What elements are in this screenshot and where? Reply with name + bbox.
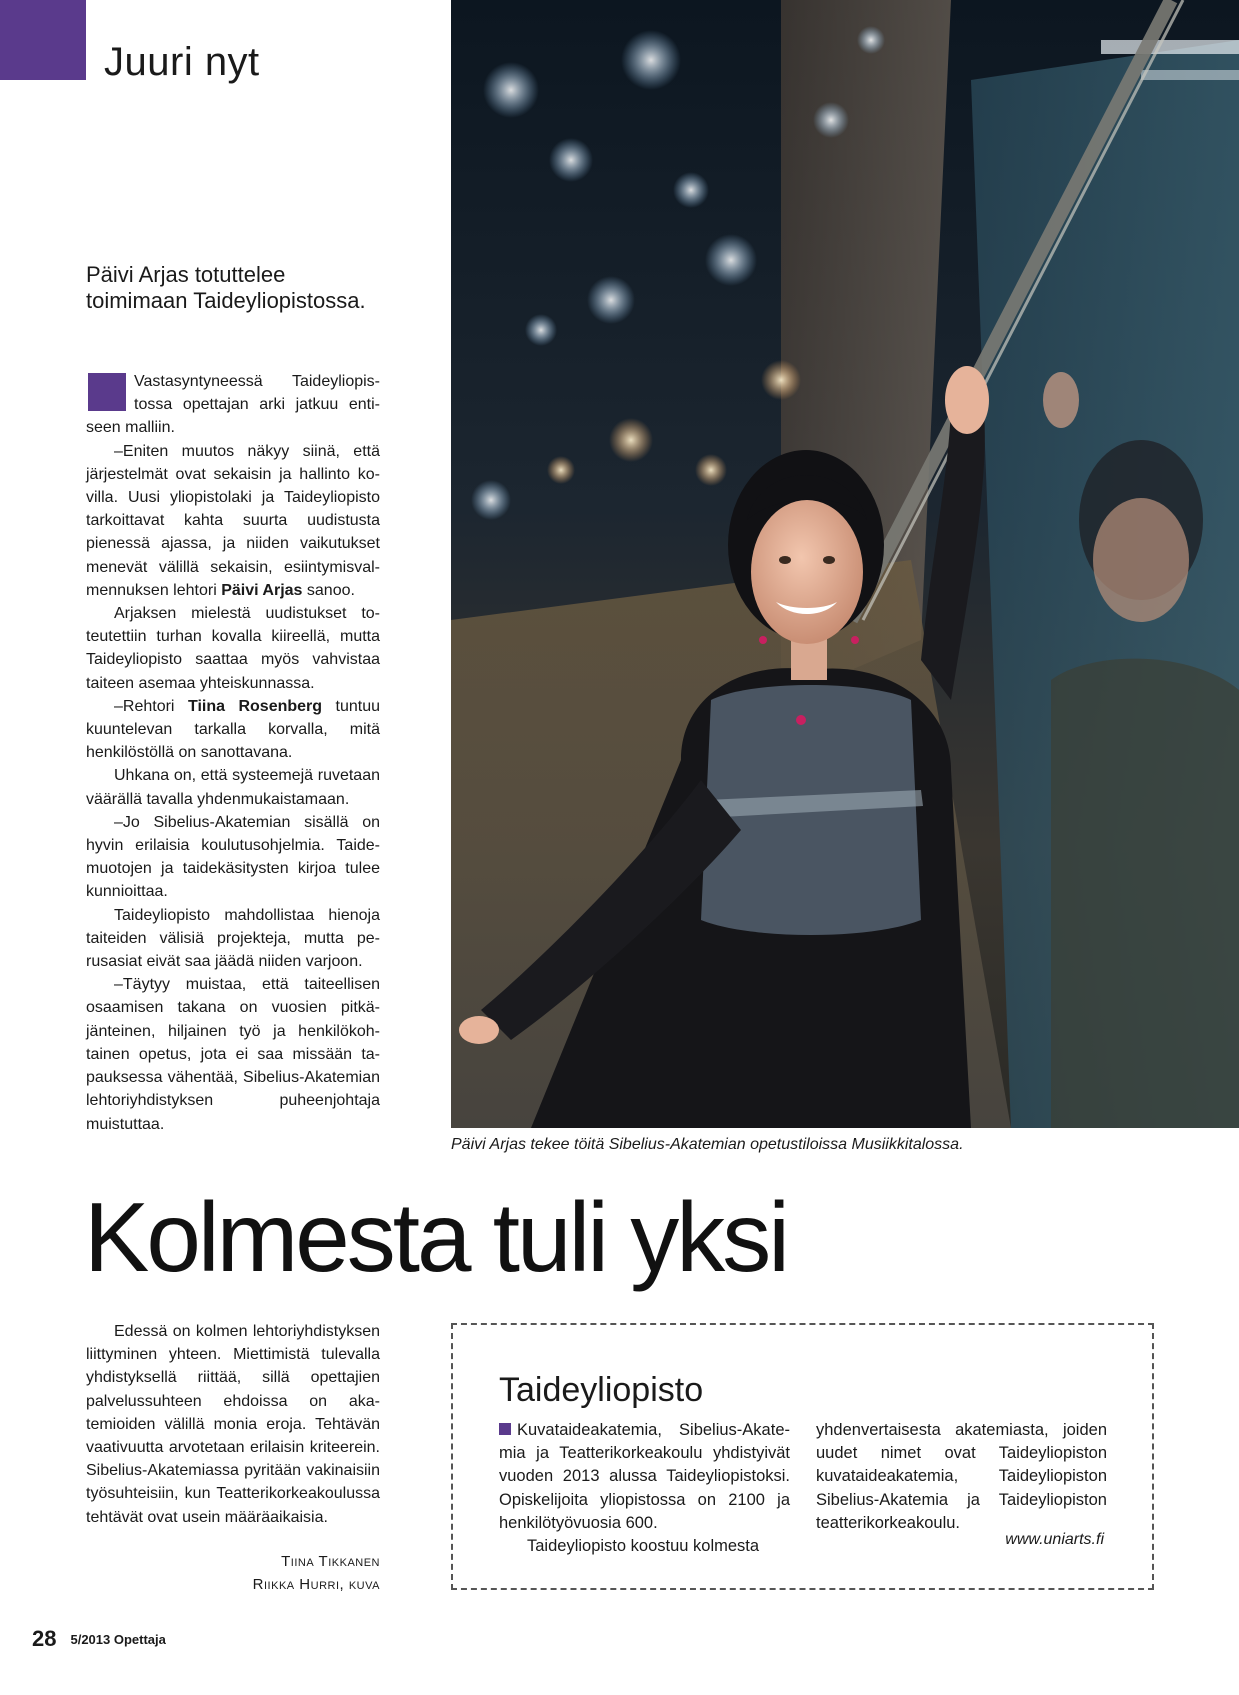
website-link[interactable]: www.uniarts.fi <box>1005 1531 1104 1548</box>
article-paragraph: –Täytyy muistaa, että taiteellisen osaamisen takana on vuosien pitkäjänteinen, hiljainen työ ja henkilökohtainen opetus, jota ei saa missään tapauksessa vähentää, Sibelius-Akatemian lehtoriyhdistyksen puheenjohtaja muistuttaa. <box>86 976 380 1133</box>
info-box-column-1 <box>499 1419 790 1558</box>
photo-caption: Päivi Arjas tekee töitä Sibelius-Akatemian opetustiloissa Musiikkitalossa. <box>451 1136 964 1153</box>
article-paragraph: Taideyliopisto mahdollistaa hienoja taiteiden välisiä projekteja, mutta perusasiat eivät saa jäädä niiden varjoon. <box>86 906 380 971</box>
page-footer <box>32 1626 166 1652</box>
issue-label: 5/2013 Opettaja <box>70 1632 166 1647</box>
article-paragraph: –Jo Sibelius-Akatemian sisällä on hyvin erilaisia koulutusohjelmia. Taidemuotojen ja taidekäsitysten kirjoa tulee kunnioittaa. <box>86 813 380 901</box>
info-box <box>451 1323 1154 1590</box>
article-paragraph: Edessä on kolmen lehtoriyhdistyksen liittyminen yhteen. Miettimistä tulevalla yhdistyksellä riittää, sillä opettajien palvelussuhteen ehdoissa on akatemioiden välillä monia eroja. Tehtävän vaativuutta arvotetaan erilaisin kriteerein. Sibelius-Akatemiassa pyritään vakinaisiin työsuhteisiin, kun Teatterikorkeakoulussa tehtävät ovat usein määräaikaisia. <box>86 1323 380 1526</box>
bullet-square-icon <box>499 1423 511 1435</box>
person-name: Tiina Rosenberg <box>187 697 323 715</box>
article-paragraph: Vastasyntyneessä Taideyliopistossa opettajan arki jatkuu entiseen malliin. <box>86 373 380 437</box>
person-name: Päivi Arjas <box>221 581 303 599</box>
article-paragraph: –Eniten muutos näkyy siinä, että järjestelmät ovat sekaisin ja hallinto kovilla. Uusi yliopistolaki ja Taideyliopisto tarkoittavat kahta suurta uudistusta pienessä ajassa, ja niiden vaikutukset menevät välillä sekaisin, esiintymisvalmennuksen lehtori Päivi Arjas sanoo. <box>86 442 380 599</box>
info-paragraph: yhdenvertaisesta akatemiasta, joiden uudet nimet ovat Taideyliopiston kuvataideakatemia, Taideyliopiston Sibelius-Akatemia ja Taideyliopiston teatterikorkeakoulu. <box>816 1421 1107 1532</box>
info-box-title: Taideyliopisto <box>499 1371 704 1409</box>
page-number: 28 <box>32 1626 57 1651</box>
article-paragraph: Uhkana on, että systeemejä ruvetaan väärällä tavalla yhdenmukaistamaan. <box>86 767 380 808</box>
photo-credit: Riikka Hurri, kuva <box>252 1576 380 1593</box>
section-color-block <box>0 0 86 80</box>
paragraph-start-marker <box>88 373 126 411</box>
info-paragraph: Taideyliopisto koostuu kolmesta <box>527 1537 760 1556</box>
article-body-bottom <box>86 1320 380 1529</box>
article-body <box>86 370 380 1136</box>
info-paragraph: Kuvataideakatemia, Sibelius-Akatemia ja Teatterikorkeakoulu yhdistyivät vuoden 2013 alussa Taideyliopistoksi. Opiskelijoita yliopistossa on 2100 ja henkilötyövuosia 600. <box>499 1421 790 1532</box>
lead-paragraph: Päivi Arjas totuttelee toimimaan Taideyliopistossa. <box>86 262 366 313</box>
headline: Kolmesta tuli yksi <box>84 1182 788 1292</box>
photo-illustration <box>451 0 1239 1128</box>
portrait-photo <box>451 0 1239 1128</box>
author-byline: Tiina Tikkanen <box>281 1553 380 1570</box>
info-box-column-2 <box>816 1419 1107 1535</box>
article-paragraph: –Rehtori Tiina Rosenberg tuntuu kuuntelevan tarkalla korvalla, mitä henkilöstöllä on sanottavana. <box>86 697 380 762</box>
article-paragraph: Arjaksen mielestä uudistukset toteutettiin turhan kovalla kiireellä, mutta Taideyliopisto saattaa myös vahvistaa taiteen asemaa yhteiskunnassa. <box>86 605 380 692</box>
section-title: Juuri nyt <box>104 40 260 84</box>
